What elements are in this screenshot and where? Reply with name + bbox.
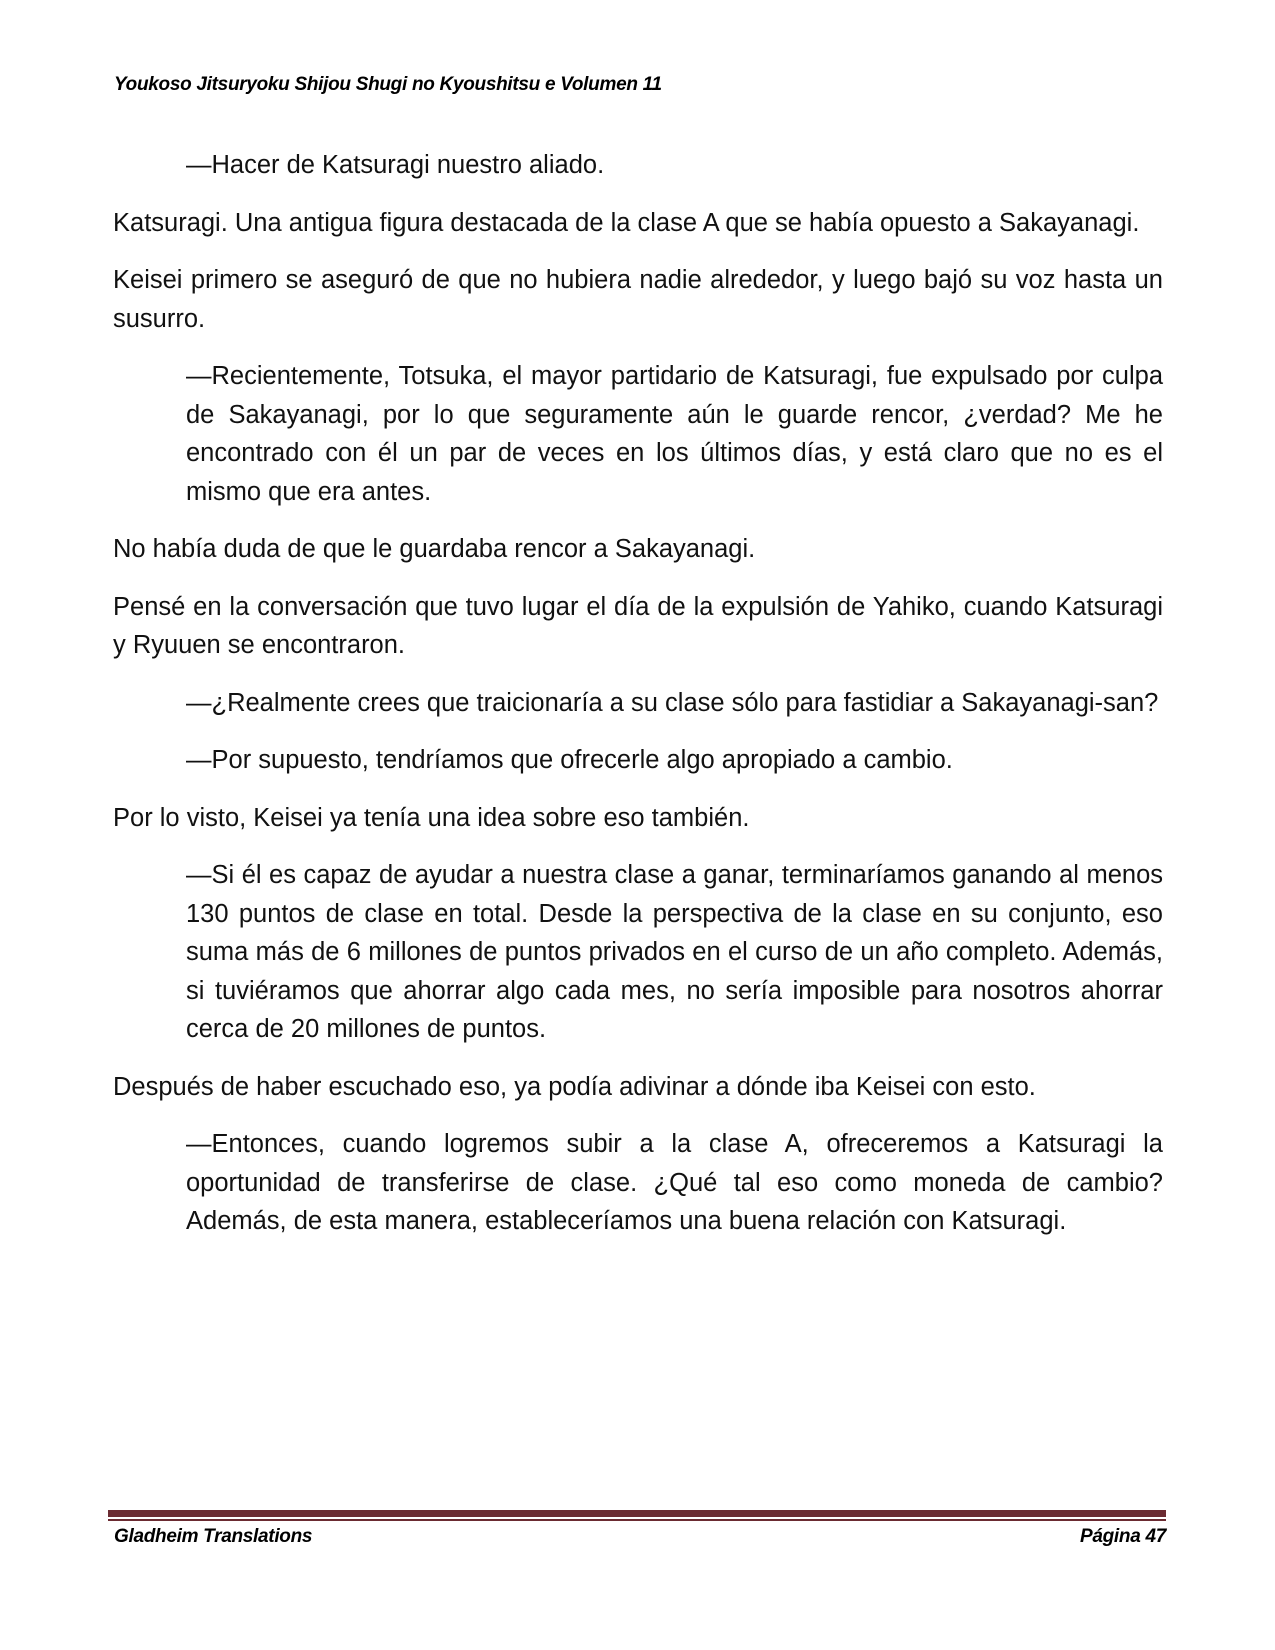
footer-rule — [108, 1510, 1166, 1517]
paragraph: —¿Realmente crees que traicionaría a su clase sólo para fastidiar a Sakayanagi-san? — [186, 688, 1159, 717]
footer-rule-thin — [108, 1519, 1166, 1521]
page-body — [113, 146, 1163, 1260]
paragraph: —Entonces, cuando logremos subir a la clase A, ofreceremos a Katsuragi la oportunidad de transferirse de clase. ¿Qué tal eso como moneda de cambio? Además, de esta manera, estableceríamos una buena relación con Katsuragi. — [186, 1130, 1163, 1235]
paragraph: No había duda de que le guardaba rencor a Sakayanagi. — [113, 535, 756, 563]
paragraph: Pensé en la conversación que tuvo lugar el día de la expulsión de Yahiko, cuando Katsuragi y Ryuuen se encontraron. — [113, 592, 1163, 659]
paragraph: Por lo visto, Keisei ya tenía una idea sobre eso también. — [113, 803, 750, 832]
paragraph: —Recientemente, Totsuka, el mayor partidario de Katsuragi, fue expulsado por culpa de Sakayanagi, por lo que seguramente aún le guarde rencor, ¿verdad? Me he encontrado con él un par de veces en los últimos días, y está claro que no es el mismo que era antes. — [186, 362, 1163, 506]
paragraph: —Si él es capaz de ayudar a nuestra clase a ganar, terminaríamos ganando al menos 130 puntos de clase en total. Desde la perspectiva de la clase en su conjunto, eso suma más de 6 millones de puntos privados en el curso de un año completo. Además, si tuviéramos que ahorrar algo cada mes, no sería imposible para nosotros ahorrar cerca de 20 millones de puntos. — [186, 861, 1163, 1043]
paragraph: —Hacer de Katsuragi nuestro aliado. — [186, 151, 605, 179]
page-number: Página 47 — [1079, 1526, 1166, 1547]
paragraph: Después de haber escuchado eso, ya podía adivinar a dónde iba Keisei con esto. — [113, 1072, 1036, 1101]
running-header: Youkoso Jitsuryoku Shijou Shugi no Kyoushitsu e Volumen 11 — [114, 74, 662, 95]
paragraph: —Por supuesto, tendríamos que ofrecerle algo apropiado a cambio. — [186, 746, 953, 774]
footer-publisher: Gladheim Translations — [114, 1526, 313, 1547]
paragraph: Keisei primero se aseguró de que no hubiera nadie alrededor, y luego bajó su voz hasta un susurro. — [113, 266, 1163, 333]
paragraph: Katsuragi. Una antigua figura destacada de la clase A que se había opuesto a Sakayanagi. — [113, 208, 1140, 237]
